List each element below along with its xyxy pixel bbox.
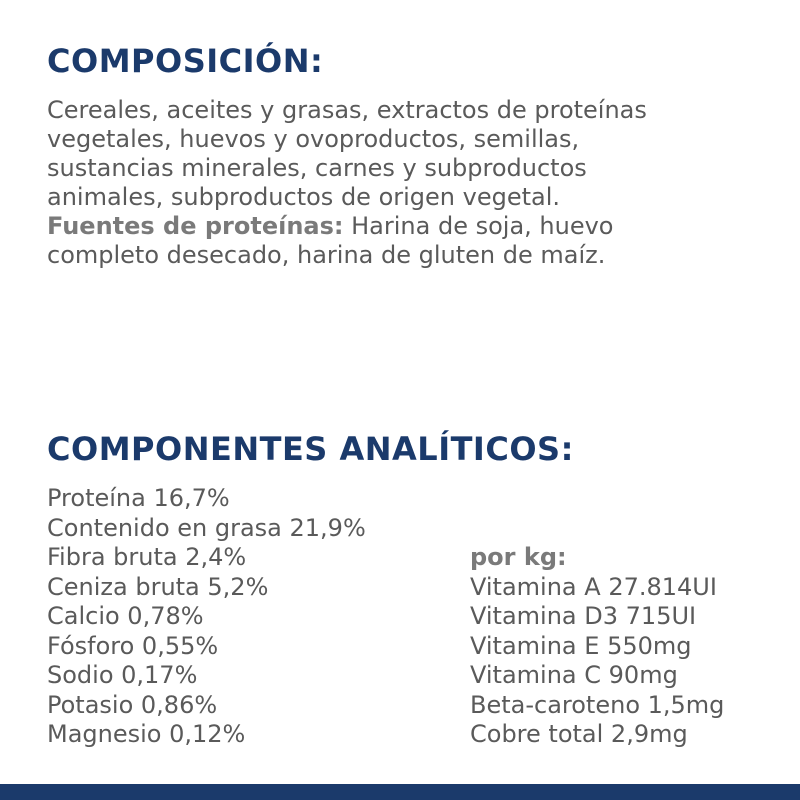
per-kg-item: Vitamina A 27.814UI <box>470 572 717 601</box>
composition-line: animales, subproductos de origen vegetal. <box>47 183 561 211</box>
analytical-item: Sodio 0,17% <box>47 661 198 689</box>
composition-paragraph <box>47 96 767 270</box>
analytical-item: Potasio 0,86% <box>47 690 218 719</box>
footer-bar <box>0 784 800 800</box>
analytical-item: Contenido en grasa 21,9% <box>47 513 366 542</box>
protein-sources-label: Fuentes de proteínas: <box>47 212 344 240</box>
protein-sources-line: completo desecado, harina de gluten de maíz. <box>47 241 606 269</box>
composition-heading: COMPOSICIÓN: <box>47 42 324 80</box>
composition-line: Cereales, aceites y grasas, extractos de proteínas <box>47 96 647 124</box>
per-kg-list <box>470 543 724 750</box>
protein-sources-line <box>47 212 767 241</box>
per-kg-item: Vitamina C 90mg <box>470 661 678 689</box>
per-kg-item: Vitamina D3 715UI <box>470 602 697 630</box>
protein-sources-text: Harina de soja, huevo <box>343 212 614 240</box>
analytical-item: Fibra bruta 2,4% <box>47 543 247 571</box>
per-kg-item: Vitamina E 550mg <box>470 631 692 660</box>
composition-line: vegetales, huevos y ovoproductos, semillas, <box>47 125 580 153</box>
per-kg-item: Beta-caroteno 1,5mg <box>470 690 725 719</box>
analytical-components-list <box>47 484 366 750</box>
analytical-item: Fósforo 0,55% <box>47 631 219 660</box>
analytical-item: Ceniza bruta 5,2% <box>47 572 269 601</box>
analytical-components-heading: COMPONENTES ANALÍTICOS: <box>47 430 574 468</box>
per-kg-label: por kg: <box>470 543 567 571</box>
per-kg-item: Cobre total 2,9mg <box>470 720 688 748</box>
composition-line: sustancias minerales, carnes y subproductos <box>47 154 587 182</box>
analytical-item: Magnesio 0,12% <box>47 720 246 748</box>
analytical-item: Calcio 0,78% <box>47 602 204 630</box>
analytical-item: Proteína 16,7% <box>47 484 230 512</box>
